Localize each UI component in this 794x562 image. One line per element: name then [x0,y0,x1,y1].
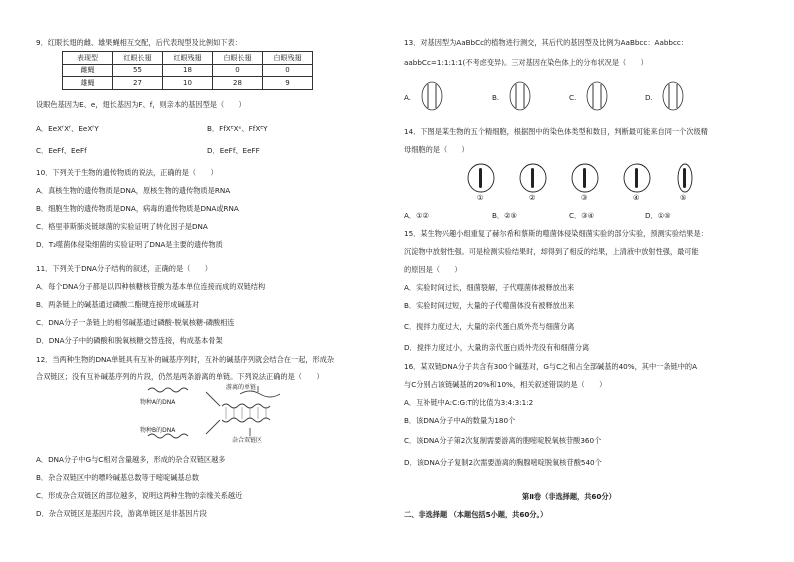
cell-diagram-c [586,80,608,112]
arrow-lines [206,392,220,434]
cell-label-3: ③ [581,193,588,202]
q11-option-a: A．每个DNA分子都是以四种核糖核苷酸为基本单位连接而成的双链结构 [36,282,266,291]
q12-option-d: D．杂合双链区是基因片段，游离单链区是非基因片段 [36,509,207,518]
table-cell: 雄蝇 [63,77,113,90]
part2-subtitle: 二、非选择题 （本题包括5小题，共60分。） [404,510,548,519]
q12-option-c: C．形成杂合双链区的部位越多，说明这两种生物的亲缘关系越近 [36,491,243,500]
table-cell: 0 [263,64,313,77]
table-cell: 9 [263,77,313,90]
q14-option-a: A．①② [404,211,429,220]
hybrid-label: 杂合双链区 [232,437,263,444]
q12-option-a: A．DNA分子中G与C相对含量越多，形成的杂合双链区越多 [36,455,226,464]
table-header-cell: 表现型 [63,52,113,65]
q16-option-a: A．互补链中A:C:G:T的比值为3:4:3:1:2 [404,398,534,407]
dna-hybrid-figure [140,384,310,444]
cell-label-2: ② [529,193,536,202]
q15-option-c: C．搅拌力度过大，大量的亲代蛋白质外壳与细菌分离 [404,322,575,331]
sperm-cells-figure [463,162,693,204]
q16-option-b: B．该DNA分子中A的数量为180个 [404,416,516,425]
cell-label-4: ④ [633,193,640,202]
q15-option-b: B．实验时间过短，大量的子代噬菌体没有被释放出来 [404,301,575,310]
q16-option-d: D．该DNA分子复制2次需要游离的胸腺嘧啶脱氧核苷酸540个 [404,458,602,467]
q10-option-a: A．真核生物的遗传物质是DNA，原核生物的遗传物质是RNA [36,186,231,195]
hybrid-upper [222,404,270,408]
q10-option-d: D．T₂噬菌体侵染细菌的实验证明了DNA是主要的遗传物质 [36,240,223,249]
q14-stem-line2: 母细胞的是（ ） [404,145,469,154]
species-a-strand [148,388,188,392]
q9-option-b: B．FfXᴱXᵉ、FfXᴱY [207,124,268,133]
table-header-cell: 红眼长翅 [113,52,163,65]
q9-option-a: A．EeXᶠXᶠ、EeXᶠY [36,124,99,133]
q9-ask: 设眼色基因为E、e，翅长基因为F、f，则亲本的基因型是（ ） [36,100,246,109]
q13-stem-line1: 13．对基因型为AaBbCc的植物进行测交，其后代的基因型及比例为AaBbcc：Aabbcc： [404,38,689,47]
table-cell: 55 [113,64,163,77]
q15-option-d: D．搅拌力度过小，大量的亲代蛋白质外壳没有和细菌分离 [404,343,590,352]
q12-stem-line1: 12．当两种生物的DNA单链具有互补的碱基序列时，互补的碱基序列就会结合在一起，形成杂 [36,355,335,364]
species-a-label: 物种A的DNA [140,399,176,406]
q14-stem-line1: 14．下图是某生物的五个精细胞，根据图中的染色体类型和数目，判断最可能来自同一个次级精 [404,127,708,136]
cell-diagram-b [509,80,531,112]
q14-option-c: C．③④ [569,211,595,220]
table-row [63,77,313,90]
cell-diagram-d [662,80,684,112]
cell-diagram-a [421,80,443,112]
table-cell: 18 [163,64,213,77]
q14-option-b: B．②⑤ [492,211,518,220]
cell-label-1: ① [477,193,484,202]
q16-stem-line2: 与C分别占该链碱基的20%和10%，相关叙述错误的是（ ） [404,380,607,389]
table-cell: 28 [213,77,263,90]
q10-option-b: B．细胞生物的遗传物质是DNA，病毒的遗传物质是DNA或RNA [36,204,239,213]
q11-option-d: D．DNA分子中的磷酸和脱氧核糖交替连接，构成基本骨架 [36,336,223,345]
q10-stem: 10．下列关于生物的遗传物质的说法，正确的是（ ） [36,168,218,177]
q12-stem-line2: 合双链区；没有互补碱基序列的片段，仍然是两条游离的单链。下列说法正确的是（ ） [36,372,324,381]
q9-option-d: D．EeFf、EeFF [207,146,260,155]
q15-stem-line3: 的原因是（ ） [404,265,462,274]
q13-option-c: C. [569,93,577,102]
base-pairs [226,407,266,419]
single-strand-label: 游离的单链 [226,384,257,391]
q10-option-c: C．格里菲斯肺炎链球菌的实验证明了转化因子是DNA [36,222,208,231]
species-b-label: 物种B的DNA [140,427,176,434]
q13-option-a: A. [404,93,412,102]
q12-option-b: B．杂合双链区中的嘌呤碱基总数等于嘧啶碱基总数 [36,473,200,482]
table-cell: 27 [113,77,163,90]
table-cell: 雌蝇 [63,64,113,77]
q11-option-c: C．DNA分子一条链上的相邻碱基通过磷酸-脱氧核糖-磷酸相连 [36,318,235,327]
q11-option-b: B．两条链上的碱基通过磷酸二酯键连接形成碱基对 [36,300,200,309]
q9-table [62,51,313,90]
table-cell: 0 [213,64,263,77]
table-row [63,64,313,77]
table-header-cell: 白眼残翅 [263,52,313,65]
table-header-cell: 白眼长翅 [213,52,263,65]
q14-option-d: D．①⑤ [645,211,671,220]
part2-title: 第Ⅱ卷（非选择题，共60分） [522,492,616,501]
table-cell: 10 [163,77,213,90]
hybrid-lower [222,418,270,422]
q16-option-c: C．该DNA分子第2次复制需要游离的胞嘧啶脱氧核苷酸360个 [404,436,602,445]
q16-stem-line1: 16．某双链DNA分子共含有300个碱基对，G与C之和占全部碱基的40%，其中一条链中的A [404,362,697,371]
q15-option-a: A．实验时间过长，细菌裂解，子代噬菌体被释放出来 [404,283,575,292]
cell-label-5: ⑤ [680,193,687,202]
q9-stem: 9．红眼长翅的雌、雄果蝇相互交配，后代表现型及比例如下表： [36,38,242,47]
q13-option-b: B. [492,93,500,102]
q13-option-d: D. [645,93,653,102]
table-row [63,52,313,65]
left-column [0,0,380,562]
table-header-cell: 红眼残翅 [163,52,213,65]
q15-stem-line1: 15．某生物兴趣小组重复了赫尔希和蔡斯的噬菌体侵染细菌实验的部分实验，预测实验结果是： [404,229,708,238]
right-column [397,0,794,562]
q11-stem: 11．下列关于DNA分子结构的叙述，正确的是（ ） [36,264,212,273]
q15-stem-line2: 沉淀物中放射性强。可是检测实验结果时，却得到了相反的结果，上清液中放射性强，最可能 [404,247,699,256]
q9-option-c: C．EeFf、EeFf [36,146,87,155]
q13-stem-line2: aabbCc=1:1:1:1(不考虑变异)。三对基因在染色体上的分布状况是（ ） [404,58,648,67]
